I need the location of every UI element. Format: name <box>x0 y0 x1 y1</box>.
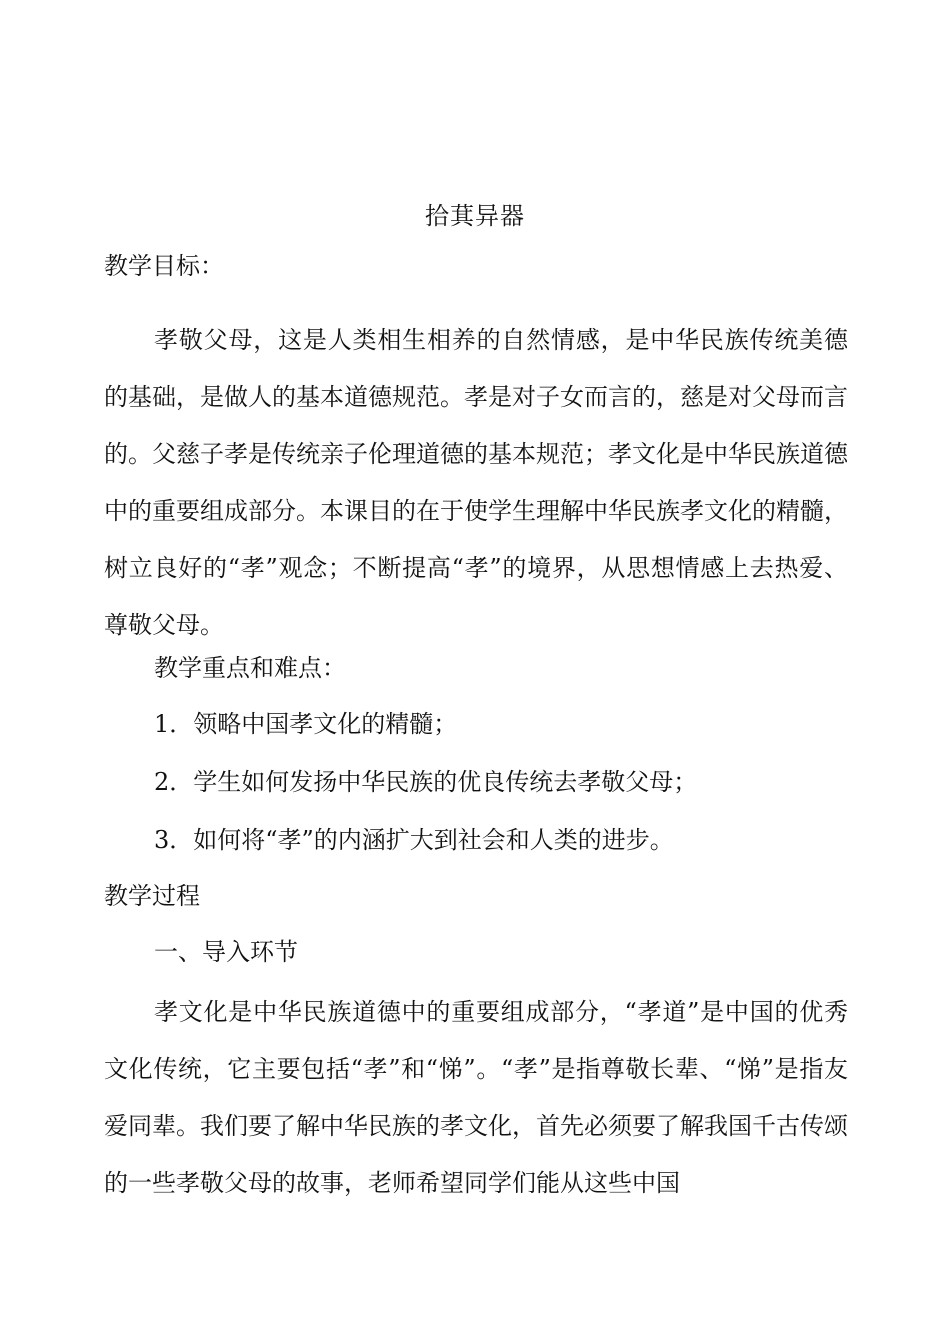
key-point-item: 3．如何将“孝”的内涵扩大到社会和人类的进步。 <box>154 826 674 854</box>
section-heading: 一、导入环节 <box>154 938 298 966</box>
document-title: 拾萁异器 <box>425 202 525 230</box>
section-paragraph: 孝文化是中华民族道德中的重要组成部分，“孝道”是中国的优秀文化传统，它主要包括“孝”和“悌”。“孝”是指尊敬长辈、“悌”是指友爱同辈。我们要了解中华民族的孝文化，首先必须要了解我国千古传颂的一些孝敬父母的故事，老师希望同学们能从这些中国 <box>104 998 848 1197</box>
objectives-heading: 教学目标： <box>104 252 224 280</box>
key-points-heading: 教学重点和难点： <box>154 654 346 682</box>
objectives-paragraph: 孝敬父母，这是人类相生相养的自然情感，是中华民族传统美德的基础，是做人的基本道德规范。孝是对子女而言的，慈是对父母而言的。父慈子孝是传统亲子伦理道德的基本规范；孝文化是中华民族道德中的重要组成部分。本课目的在于使学生理解中华民族孝文化的精髓，树立良好的“孝”观念；不断提高“孝”的境界，从思想情感上去热爱、尊敬父母。 <box>104 326 848 639</box>
key-point-item: 2．学生如何发扬中华民族的优良传统去孝敬父母； <box>154 768 698 796</box>
process-heading: 教学过程 <box>104 882 200 910</box>
key-point-item: 1．领略中国孝文化的精髓； <box>154 710 458 738</box>
